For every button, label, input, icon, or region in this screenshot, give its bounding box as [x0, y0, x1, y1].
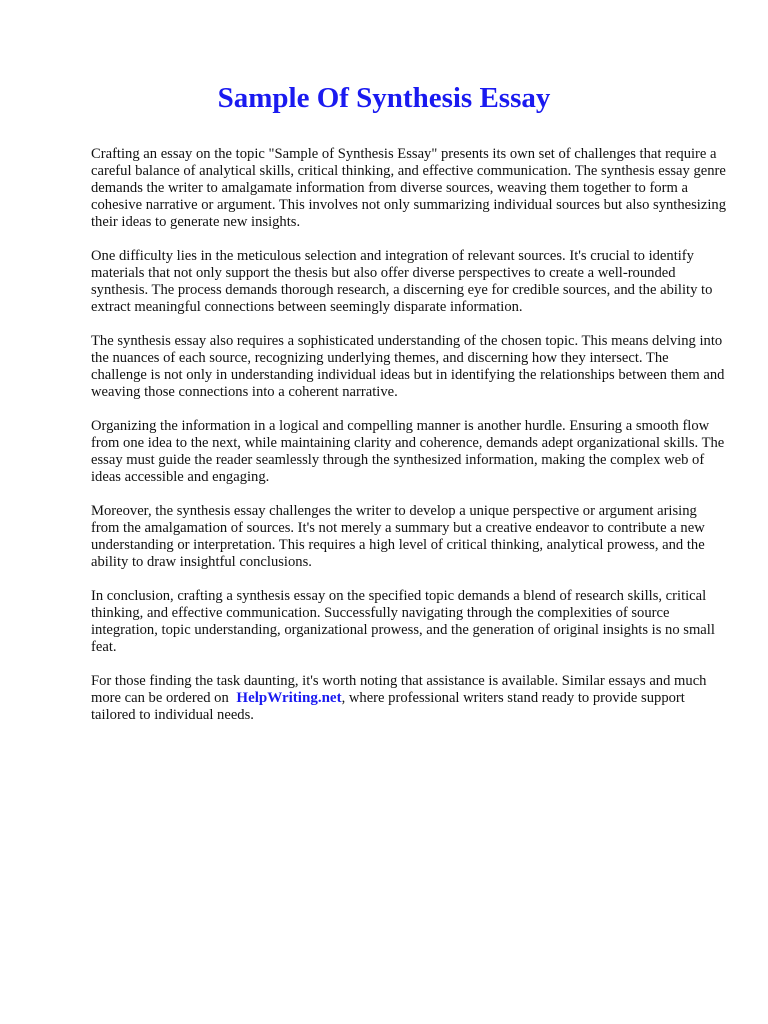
- paragraph-4: Organizing the information in a logical and compelling manner is another hurdle. Ensuring a smooth flow from one idea to the next, while maintaining clarity and coherence, demands adept organizational skills. The essay must guide the reader seamlessly through the synthesized information, making the complex web of ideas accessible and engaging.: [91, 418, 725, 485]
- paragraph-2: One difficulty lies in the meticulous selection and integration of relevant sources. It's crucial to identify materials that not only support the thesis but also offer diverse perspectives to create a well-rounded synthesis. The process demands thorough research, a discerning eye for credible sources, and the ability to extract meaningful connections between seemingly disparate information.: [91, 248, 713, 315]
- paragraph-5: Moreover, the synthesis essay challenges the writer to develop a unique perspective or argument arising from the amalgamation of sources. It's not merely a summary but a creative endeavor to contribute a new understanding or interpretation. This requires a high level of critical thinking, analytical prowess, and the ability to draw insightful conclusions.: [91, 503, 705, 570]
- paragraph-6: In conclusion, crafting a synthesis essay on the specified topic demands a blend of research skills, critical thinking, and effective communication. Successfully navigating through the complexities of source integration, topic understanding, organizational prowess, and the generation of original insights is no small feat.: [91, 588, 715, 655]
- helpwriting-link[interactable]: HelpWriting.net: [236, 690, 342, 706]
- paragraph-3: The synthesis essay also requires a sophisticated understanding of the chosen topic. This means delving into the nuances of each source, recognizing underlying themes, and discerning how they intersect. The challenge is not only in understanding individual ideas but in identifying the relationships between them and weaving those connections into a coherent narrative.: [91, 333, 725, 400]
- closing-paragraph: [91, 673, 727, 724]
- closing-text-before-link: For those finding the task daunting, it's worth noting that assistance is available. Similar essays and much more can be ordered on: [91, 673, 707, 706]
- paragraph-1: Crafting an essay on the topic "Sample of Synthesis Essay" presents its own set of challenges that require a careful balance of analytical skills, critical thinking, and effective communication. The synthesis essay genre demands the writer to amalgamate information from diverse sources, weaving them together to form a cohesive narrative or argument. This involves not only summarizing individual sources but also synthesizing their ideas to generate new insights.: [91, 146, 726, 230]
- closing-text-after-link: , where professional writers stand ready to provide support tailored to individual needs.: [91, 690, 685, 723]
- essay-body: [91, 146, 727, 741]
- page-title: Sample Of Synthesis Essay: [217, 82, 551, 114]
